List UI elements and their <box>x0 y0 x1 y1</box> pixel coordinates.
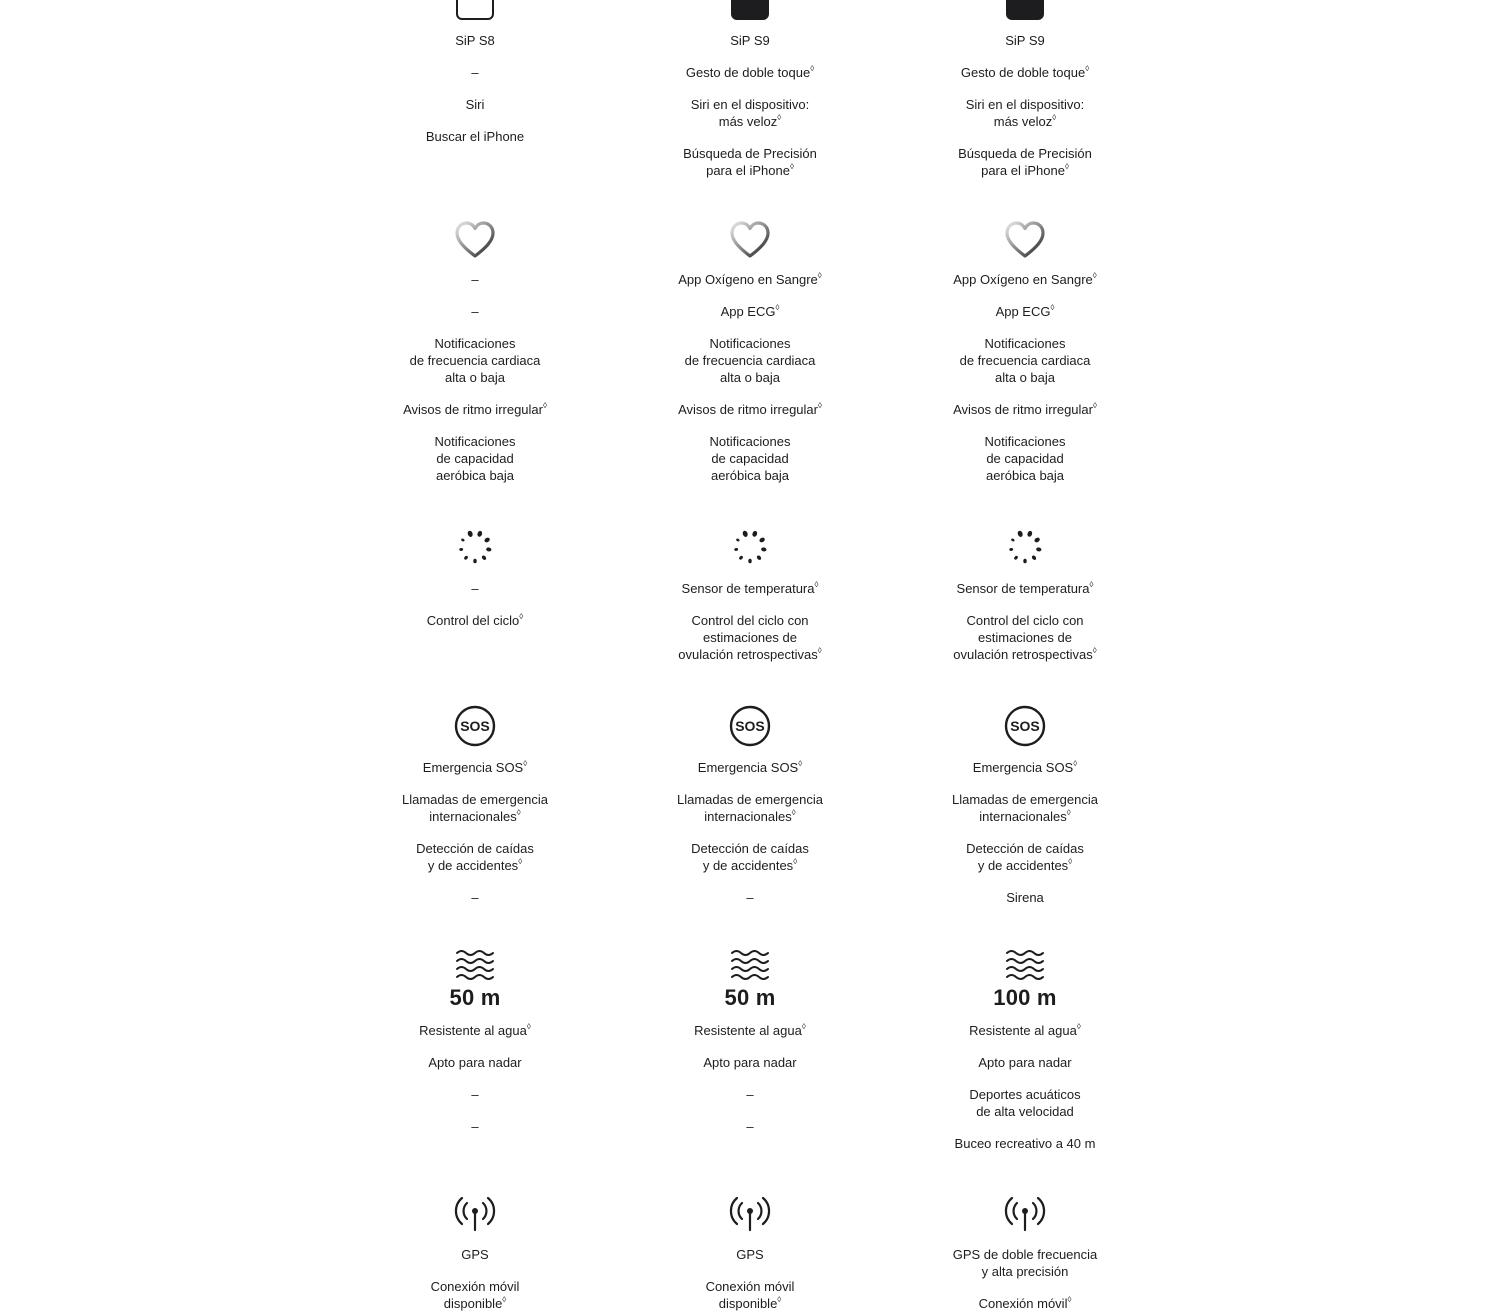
connectivity-feature-section <box>620 1246 880 1312</box>
footnote-marker: ◊ <box>1066 808 1071 817</box>
cycle-tracking-icon <box>453 525 497 569</box>
water-feature-section <box>895 1022 1155 1152</box>
chip-feature-line <box>345 96 605 113</box>
water-feature-section <box>345 1022 605 1135</box>
water-depth-value: 100 m <box>993 985 1057 1010</box>
footnote-marker: ◊ <box>1092 271 1097 280</box>
heart-feature-line <box>895 271 1155 288</box>
heart-feature-text: Notificaciones de frecuencia cardiaca alta o baja <box>684 336 816 385</box>
chip-feature-text: – <box>471 65 479 80</box>
heart-feature-text: App Oxígeno en Sangre <box>953 272 1093 287</box>
water-feature-line <box>345 1054 605 1071</box>
connectivity-feature-line <box>620 1278 880 1312</box>
footnote-marker: ◊ <box>817 401 822 410</box>
chip-feature-line <box>345 32 605 49</box>
heart-feature-text: – <box>471 304 479 319</box>
chip-feature-line <box>895 96 1155 130</box>
heart-feature-text: Notificaciones de frecuencia cardiaca alta o baja <box>409 336 541 385</box>
chip-feature-line <box>895 32 1155 49</box>
chip-feature-line <box>895 145 1155 179</box>
safety-feature-line <box>895 791 1155 825</box>
cycle-feature-line <box>895 612 1155 663</box>
connectivity-feature-line <box>895 1246 1155 1280</box>
connectivity-feature-text: GPS <box>461 1247 489 1262</box>
heart-feature-line <box>620 401 880 418</box>
water-resistance-icon <box>728 943 772 987</box>
chip-feature-section <box>345 32 605 145</box>
water-feature-text: – <box>471 1119 479 1134</box>
safety-feature-text: – <box>746 890 754 905</box>
heart-feature-line <box>345 303 605 320</box>
heart-feature-line <box>620 335 880 386</box>
water-feature-text: – <box>746 1087 754 1102</box>
sip-chip-icon <box>1006 0 1044 20</box>
heart-feature-line <box>895 303 1155 320</box>
safety-feature-text: – <box>471 890 479 905</box>
chip-feature-text: SiP S9 <box>730 33 770 48</box>
safety-feature-text: Emergencia SOS <box>422 760 524 775</box>
footnote-marker: ◊ <box>516 808 521 817</box>
water-feature-line <box>620 1054 880 1071</box>
water-feature-text: Deportes acuáticos de alta velocidad <box>969 1087 1081 1119</box>
chip-feature-line <box>895 64 1155 81</box>
water-depth-value: 50 m <box>449 985 501 1010</box>
heart-feature-line <box>620 303 880 320</box>
sos-icon-label: SOS <box>735 718 765 734</box>
safety-feature-section <box>345 759 605 906</box>
heart-feature-line <box>345 401 605 418</box>
heart-icon <box>1003 218 1047 262</box>
chip-feature-line <box>345 64 605 81</box>
footnote-marker: ◊ <box>817 271 822 280</box>
connectivity-feature-line <box>895 1295 1155 1312</box>
sip-chip-icon <box>456 0 494 20</box>
cycle-feature-text: Control del ciclo con estimaciones de ovulación retrospectivas <box>678 613 818 662</box>
footnote-marker: ◊ <box>1067 1295 1072 1304</box>
chip-feature-line <box>620 64 880 81</box>
safety-feature-line <box>620 791 880 825</box>
heart-feature-line <box>620 433 880 484</box>
connectivity-feature-text: GPS <box>736 1247 764 1262</box>
water-feature-section <box>620 1022 880 1135</box>
footnote-marker: ◊ <box>777 1295 782 1304</box>
footnote-marker: ◊ <box>1052 113 1057 122</box>
cycle-feature-line <box>620 580 880 597</box>
safety-feature-text: Llamadas de emergencia internacionales <box>402 792 548 824</box>
footnote-marker: ◊ <box>526 1022 531 1031</box>
safety-feature-line <box>620 759 880 776</box>
footnote-marker: ◊ <box>523 759 528 768</box>
heart-feature-line <box>345 271 605 288</box>
heart-feature-line <box>620 271 880 288</box>
footnote-marker: ◊ <box>775 303 780 312</box>
safety-feature-line <box>620 889 880 906</box>
footnote-marker: ◊ <box>791 808 796 817</box>
chip-feature-text: Siri en el dispositivo: más veloz <box>690 97 810 129</box>
chip-feature-text: Gesto de doble toque <box>960 65 1086 80</box>
water-depth-value: 50 m <box>724 985 776 1010</box>
connectivity-feature-line <box>345 1246 605 1263</box>
safety-feature-line <box>895 840 1155 874</box>
connectivity-feature-line <box>620 1246 880 1263</box>
heart-feature-text: Avisos de ritmo irregular <box>403 402 543 417</box>
safety-feature-text: Detección de caídas y de accidentes <box>966 841 1084 873</box>
footnote-marker: ◊ <box>810 64 815 73</box>
footnote-marker: ◊ <box>793 857 798 866</box>
water-feature-line <box>895 1054 1155 1071</box>
chip-feature-line <box>620 96 880 130</box>
cycle-feature-line <box>895 580 1155 597</box>
heart-feature-text: Notificaciones de frecuencia cardiaca alta o baja <box>959 336 1091 385</box>
footnote-marker: ◊ <box>1076 1022 1081 1031</box>
water-feature-text: Resistente al agua <box>694 1023 802 1038</box>
heart-feature-text: Avisos de ritmo irregular <box>953 402 1093 417</box>
safety-feature-line <box>895 889 1155 906</box>
chip-feature-line <box>620 32 880 49</box>
footnote-marker: ◊ <box>518 857 523 866</box>
safety-feature-line <box>345 889 605 906</box>
footnote-marker: ◊ <box>817 646 822 655</box>
water-feature-text: Resistente al agua <box>419 1023 527 1038</box>
chip-feature-text: Búsqueda de Precisión para el iPhone <box>958 146 1092 178</box>
chip-feature-text: Buscar el iPhone <box>425 129 525 144</box>
cycle-feature-line <box>620 612 880 663</box>
water-resistance-icon <box>453 943 497 987</box>
footnote-marker: ◊ <box>798 759 803 768</box>
chip-feature-text: SiP S8 <box>455 33 495 48</box>
cycle-feature-line <box>345 580 605 597</box>
footnote-marker: ◊ <box>1050 303 1055 312</box>
footnote-marker: ◊ <box>1089 580 1094 589</box>
cellular-antenna-icon <box>1003 1190 1047 1234</box>
heart-feature-text: Notificaciones de capacidad aeróbica baja <box>709 434 791 483</box>
heart-feature-section <box>620 271 880 484</box>
connectivity-feature-text: Conexión móvil disponible <box>705 1279 795 1311</box>
heart-feature-section <box>895 271 1155 484</box>
footnote-marker: ◊ <box>1085 64 1090 73</box>
cellular-antenna-icon <box>453 1190 497 1234</box>
safety-feature-text: Detección de caídas y de accidentes <box>691 841 809 873</box>
sos-icon-label: SOS <box>460 718 490 734</box>
heart-feature-text: Notificaciones de capacidad aeróbica baja <box>434 434 516 483</box>
heart-feature-line <box>895 401 1155 418</box>
heart-feature-text: App ECG <box>720 304 776 319</box>
safety-feature-text: Llamadas de emergencia internacionales <box>952 792 1098 824</box>
cycle-feature-text: Control del ciclo <box>426 613 520 628</box>
water-feature-text: – <box>471 1087 479 1102</box>
cycle-tracking-icon <box>1003 525 1047 569</box>
connectivity-feature-section <box>895 1246 1155 1312</box>
water-feature-line <box>345 1022 605 1039</box>
water-feature-text: Resistente al agua <box>969 1023 1077 1038</box>
footnote-marker: ◊ <box>502 1295 507 1304</box>
footnote-marker: ◊ <box>1092 401 1097 410</box>
chip-feature-text: Gesto de doble toque <box>685 65 811 80</box>
water-resistance-icon <box>1003 943 1047 987</box>
footnote-marker: ◊ <box>801 1022 806 1031</box>
connectivity-feature-section <box>345 1246 605 1312</box>
chip-feature-text: Búsqueda de Precisión para el iPhone <box>683 146 817 178</box>
chip-feature-section <box>620 32 880 179</box>
safety-feature-text: Sirena <box>1006 890 1044 905</box>
heart-feature-text: Avisos de ritmo irregular <box>678 402 818 417</box>
footnote-marker: ◊ <box>777 113 782 122</box>
cycle-feature-section <box>620 580 880 663</box>
heart-feature-line <box>345 335 605 386</box>
heart-feature-line <box>895 433 1155 484</box>
cycle-feature-text: Control del ciclo con estimaciones de ovulación retrospectivas <box>953 613 1093 662</box>
footnote-marker: ◊ <box>1068 857 1073 866</box>
safety-feature-text: Detección de caídas y de accidentes <box>416 841 534 873</box>
connectivity-feature-text: GPS de doble frecuencia y alta precisión <box>952 1247 1098 1279</box>
water-feature-line <box>895 1135 1155 1152</box>
heart-feature-line <box>345 433 605 484</box>
cellular-antenna-icon <box>728 1190 772 1234</box>
water-feature-line <box>620 1118 880 1135</box>
connectivity-feature-line <box>345 1278 605 1312</box>
water-feature-line <box>620 1022 880 1039</box>
water-feature-text: Buceo recreativo a 40 m <box>954 1136 1096 1151</box>
chip-feature-section <box>895 32 1155 179</box>
sos-icon-label: SOS <box>1010 718 1040 734</box>
water-feature-text: Apto para nadar <box>428 1055 522 1070</box>
chip-feature-text: Siri en el dispositivo: más veloz <box>965 97 1085 129</box>
connectivity-feature-text: Conexión móvil <box>978 1296 1068 1311</box>
footnote-marker: ◊ <box>1073 759 1078 768</box>
chip-feature-line <box>345 128 605 145</box>
safety-feature-section <box>620 759 880 906</box>
cycle-feature-line <box>345 612 605 629</box>
chip-feature-line <box>620 145 880 179</box>
heart-feature-line <box>895 335 1155 386</box>
heart-feature-section <box>345 271 605 484</box>
safety-feature-text: Emergencia SOS <box>697 760 799 775</box>
footnote-marker: ◊ <box>519 612 524 621</box>
safety-feature-text: Llamadas de emergencia internacionales <box>677 792 823 824</box>
footnote-marker: ◊ <box>542 401 547 410</box>
chip-feature-text: Siri <box>465 97 485 112</box>
cycle-feature-section <box>895 580 1155 663</box>
safety-feature-line <box>620 840 880 874</box>
safety-feature-line <box>895 759 1155 776</box>
cycle-tracking-icon <box>728 525 772 569</box>
safety-feature-section <box>895 759 1155 906</box>
cycle-feature-text: – <box>471 581 479 596</box>
water-feature-text: Apto para nadar <box>978 1055 1072 1070</box>
heart-feature-text: – <box>471 272 479 287</box>
heart-feature-text: App Oxígeno en Sangre <box>678 272 818 287</box>
water-feature-line <box>345 1118 605 1135</box>
water-feature-line <box>895 1086 1155 1120</box>
sos-icon <box>1003 704 1047 748</box>
footnote-marker: ◊ <box>814 580 819 589</box>
safety-feature-line <box>345 840 605 874</box>
chip-feature-text: SiP S9 <box>1005 33 1045 48</box>
cycle-feature-section <box>345 580 605 629</box>
cycle-feature-text: Sensor de temperatura <box>956 581 1090 596</box>
safety-feature-line <box>345 759 605 776</box>
connectivity-feature-text: Conexión móvil disponible <box>430 1279 520 1311</box>
heart-icon <box>728 218 772 262</box>
heart-feature-text: Notificaciones de capacidad aeróbica baja <box>984 434 1066 483</box>
footnote-marker: ◊ <box>1064 162 1069 171</box>
sos-icon <box>728 704 772 748</box>
footnote-marker: ◊ <box>789 162 794 171</box>
water-feature-line <box>620 1086 880 1103</box>
sos-icon <box>453 704 497 748</box>
cycle-feature-text: Sensor de temperatura <box>681 581 815 596</box>
water-feature-text: – <box>746 1119 754 1134</box>
footnote-marker: ◊ <box>1092 646 1097 655</box>
heart-icon <box>453 218 497 262</box>
heart-feature-text: App ECG <box>995 304 1051 319</box>
sip-chip-icon <box>731 0 769 20</box>
safety-feature-line <box>345 791 605 825</box>
water-feature-line <box>345 1086 605 1103</box>
water-feature-line <box>895 1022 1155 1039</box>
safety-feature-text: Emergencia SOS <box>972 760 1074 775</box>
water-feature-text: Apto para nadar <box>703 1055 797 1070</box>
